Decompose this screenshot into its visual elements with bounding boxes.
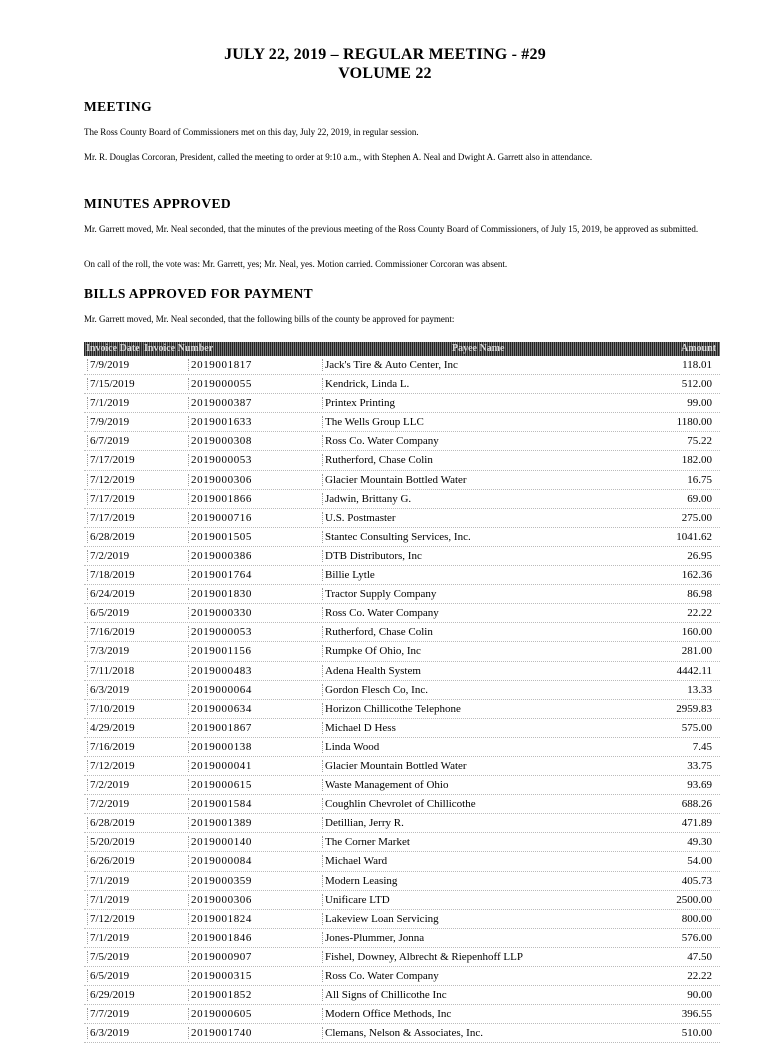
invoice-date-cell: 6/3/2019: [87, 1027, 190, 1039]
invoice-number-cell: 2019000386: [188, 550, 252, 562]
table-row: [84, 681, 720, 700]
invoice-number-cell: 2019000053: [188, 626, 252, 638]
amount-cell: 162.36: [681, 569, 712, 582]
invoice-number-cell: 2019000605: [188, 1008, 252, 1020]
table-row: [84, 986, 720, 1005]
amount-cell: 118.01: [682, 359, 712, 371]
invoice-date-cell: 7/11/2018: [87, 665, 190, 677]
table-body: [84, 356, 720, 1043]
payee-name-cell: Coughlin Chevrolet of Chillicothe: [322, 798, 476, 810]
payee-name-cell: Glacier Mountain Bottled Water: [322, 474, 467, 486]
amount-cell: 69.00: [687, 492, 712, 505]
amount-cell: 1180.00: [676, 416, 712, 429]
invoice-date-cell: 7/12/2019: [87, 913, 190, 925]
invoice-date-cell: 7/1/2019: [87, 932, 190, 944]
invoice-date-cell: 7/17/2019: [87, 454, 190, 466]
invoice-number-cell: 2019000315: [188, 970, 252, 982]
payee-name-cell: Waste Management of Ohio: [322, 779, 448, 791]
amount-cell: 22.22: [687, 970, 712, 982]
invoice-number-cell: 2019001584: [188, 798, 252, 810]
amount-cell: 2959.83: [676, 702, 712, 715]
invoice-number-cell: 2019000084: [188, 855, 252, 867]
payee-name-cell: Rutherford, Chase Colin: [322, 454, 433, 466]
amount-cell: 16.75: [687, 473, 712, 486]
invoice-date-cell: 7/7/2019: [87, 1008, 190, 1020]
invoice-date-cell: 6/5/2019: [87, 970, 190, 982]
invoice-date-cell: 6/26/2019: [87, 855, 190, 867]
table-row: [84, 471, 720, 490]
amount-cell: 93.69: [687, 779, 712, 792]
table-row: [84, 432, 720, 451]
amount-cell: 2500.00: [676, 893, 712, 906]
amount-cell: 1041.62: [676, 530, 712, 543]
bills-table: [84, 342, 720, 1043]
invoice-date-cell: 6/3/2019: [87, 684, 190, 696]
amount-cell: 33.75: [687, 759, 712, 772]
invoice-date-cell: 7/5/2019: [87, 951, 190, 963]
payee-name-cell: Stantec Consulting Services, Inc.: [322, 531, 471, 543]
table-row: [84, 738, 720, 757]
amount-cell: 90.00: [687, 989, 712, 1002]
amount-cell: 281.00: [681, 645, 712, 658]
invoice-date-cell: 6/7/2019: [87, 435, 190, 447]
volume-title: VOLUME 22: [338, 65, 432, 82]
amount-cell: 800.00: [681, 912, 712, 925]
amount-cell: 512.00: [681, 378, 712, 391]
payee-name-cell: Ross Co. Water Company: [322, 607, 439, 619]
amount-cell: 7.45: [692, 740, 712, 753]
amount-cell: 22.22: [687, 607, 712, 620]
invoice-number-cell: 2019001505: [188, 531, 252, 543]
payee-name-cell: Linda Wood: [322, 741, 379, 753]
invoice-number-cell: 2019000041: [188, 760, 252, 772]
invoice-date-cell: 7/9/2019: [87, 416, 190, 428]
table-row: [84, 642, 720, 661]
payee-name-cell: Glacier Mountain Bottled Water: [322, 760, 467, 772]
minutes-paragraph-2: On call of the roll, the vote was: Mr. Garrett, yes; Mr. Neal, yes. Motion carried. Commissioner Corcoran was absent.: [84, 259, 508, 269]
meeting-paragraph-1: The Ross County Board of Commissioners met on this day, July 22, 2019, in regular session.: [84, 127, 419, 137]
table-row: [84, 451, 720, 470]
table-row: [84, 891, 720, 910]
table-row: [84, 776, 720, 795]
payee-name-cell: Rumpke Of Ohio, Inc: [322, 645, 421, 657]
minutes-heading: MINUTES APPROVED: [84, 196, 232, 211]
invoice-date-cell: 7/2/2019: [87, 798, 190, 810]
table-row: [84, 375, 720, 394]
payee-name-cell: Rutherford, Chase Colin: [322, 626, 433, 638]
table-row: [84, 967, 720, 986]
invoice-date-cell: 4/29/2019: [87, 722, 190, 734]
bills-heading: BILLS APPROVED FOR PAYMENT: [84, 286, 314, 301]
table-row: [84, 490, 720, 509]
invoice-number-cell: 2019000306: [188, 474, 252, 486]
header-invoice-date: Invoice Date: [86, 343, 140, 354]
header-invoice-number: Invoice Number: [144, 343, 214, 354]
amount-cell: 396.55: [681, 1008, 712, 1021]
invoice-number-cell: 2019001824: [188, 913, 252, 925]
table-row: [84, 413, 720, 432]
amount-cell: 4442.11: [676, 664, 712, 677]
payee-name-cell: Unificare LTD: [322, 894, 390, 906]
invoice-number-cell: 2019000055: [188, 378, 252, 390]
invoice-date-cell: 7/17/2019: [87, 512, 190, 524]
payee-name-cell: All Signs of Chillicothe Inc: [322, 989, 447, 1001]
table-row: [84, 394, 720, 413]
invoice-date-cell: 6/24/2019: [87, 588, 190, 600]
invoice-number-cell: 2019001156: [188, 645, 252, 657]
payee-name-cell: Jack's Tire & Auto Center, Inc: [322, 359, 458, 371]
invoice-number-cell: 2019000387: [188, 397, 252, 409]
payee-name-cell: Clemans, Nelson & Associates, Inc.: [322, 1027, 483, 1039]
table-row: [84, 547, 720, 566]
invoice-number-cell: 2019000138: [188, 741, 252, 753]
amount-cell: 576.00: [681, 931, 712, 944]
payee-name-cell: Ross Co. Water Company: [322, 435, 439, 447]
bills-paragraph: Mr. Garrett moved, Mr. Neal seconded, that the following bills of the county be approved for payment:: [84, 314, 455, 324]
table-row: [84, 814, 720, 833]
payee-name-cell: DTB Distributors, Inc: [322, 550, 422, 562]
header-amount: Amount: [680, 343, 716, 354]
invoice-number-cell: 2019000615: [188, 779, 252, 791]
payee-name-cell: The Corner Market: [322, 836, 410, 848]
invoice-date-cell: 7/1/2019: [87, 875, 190, 887]
amount-cell: 54.00: [687, 855, 712, 868]
invoice-date-cell: 6/5/2019: [87, 607, 190, 619]
invoice-number-cell: 2019001764: [188, 569, 252, 581]
amount-cell: 99.00: [687, 397, 712, 410]
invoice-number-cell: 2019001633: [188, 416, 252, 428]
invoice-number-cell: 2019000308: [188, 435, 252, 447]
table-row: [84, 948, 720, 967]
amount-cell: 26.95: [687, 549, 712, 562]
invoice-number-cell: 2019001817: [188, 359, 252, 371]
amount-cell: 575.00: [681, 721, 712, 734]
table-row: [84, 757, 720, 776]
payee-name-cell: Fishel, Downey, Albrecht & Riepenhoff LLP: [322, 951, 523, 963]
payee-name-cell: Horizon Chillicothe Telephone: [322, 703, 461, 715]
amount-cell: 688.26: [681, 798, 712, 811]
payee-name-cell: Gordon Flesch Co, Inc.: [322, 684, 428, 696]
table-row: [84, 604, 720, 623]
table-row: [84, 910, 720, 929]
amount-cell: 13.33: [687, 683, 712, 696]
payee-name-cell: Michael Ward: [322, 855, 387, 867]
invoice-number-cell: 2019001866: [188, 493, 252, 505]
payee-name-cell: Billie Lytle: [322, 569, 375, 581]
invoice-date-cell: 7/3/2019: [87, 645, 190, 657]
invoice-date-cell: 7/16/2019: [87, 626, 190, 638]
amount-cell: 510.00: [681, 1027, 712, 1040]
payee-name-cell: Tractor Supply Company: [322, 588, 436, 600]
invoice-number-cell: 2019000483: [188, 665, 252, 677]
payee-name-cell: Modern Leasing: [322, 875, 397, 887]
invoice-number-cell: 2019000053: [188, 454, 252, 466]
invoice-date-cell: 7/12/2019: [87, 760, 190, 772]
invoice-number-cell: 2019001846: [188, 932, 252, 944]
payee-name-cell: Adena Health System: [322, 665, 421, 677]
invoice-date-cell: 7/2/2019: [87, 550, 190, 562]
invoice-date-cell: 7/12/2019: [87, 474, 190, 486]
payee-name-cell: U.S. Postmaster: [322, 512, 396, 524]
payee-name-cell: Kendrick, Linda L.: [322, 378, 409, 390]
amount-cell: 405.73: [681, 874, 712, 887]
table-row: [84, 623, 720, 642]
table-row: [84, 1024, 720, 1043]
invoice-number-cell: 2019000330: [188, 607, 252, 619]
payee-name-cell: Jones-Plummer, Jonna: [322, 932, 424, 944]
invoice-number-cell: 2019000359: [188, 875, 252, 887]
amount-cell: 86.98: [687, 588, 712, 601]
invoice-number-cell: 2019001852: [188, 989, 252, 1001]
invoice-date-cell: 7/16/2019: [87, 741, 190, 753]
table-row: [84, 833, 720, 852]
invoice-number-cell: 2019000140: [188, 836, 252, 848]
payee-name-cell: Detillian, Jerry R.: [322, 817, 404, 829]
table-row: [84, 509, 720, 528]
invoice-number-cell: 2019001389: [188, 817, 252, 829]
payee-name-cell: Printex Printing: [322, 397, 395, 409]
table-row: [84, 528, 720, 547]
amount-cell: 275.00: [681, 511, 712, 524]
invoice-date-cell: 7/2/2019: [87, 779, 190, 791]
payee-name-cell: Ross Co. Water Company: [322, 970, 439, 982]
invoice-date-cell: 7/1/2019: [87, 397, 190, 409]
invoice-number-cell: 2019000634: [188, 703, 252, 715]
amount-cell: 160.00: [681, 626, 712, 639]
payee-name-cell: Lakeview Loan Servicing: [322, 913, 439, 925]
payee-name-cell: The Wells Group LLC: [322, 416, 424, 428]
invoice-date-cell: 7/1/2019: [87, 894, 190, 906]
invoice-date-cell: 5/20/2019: [87, 836, 190, 848]
invoice-number-cell: 2019001830: [188, 588, 252, 600]
minutes-paragraph-1: Mr. Garrett moved, Mr. Neal seconded, that the minutes of the previous meeting of the Ross County Board of Commissioners, of July 15, 2019, be approved as submitted.: [84, 224, 699, 234]
invoice-number-cell: 2019000907: [188, 951, 252, 963]
payee-name-cell: Michael D Hess: [322, 722, 396, 734]
table-row: [84, 356, 720, 375]
header-payee-name: Payee Name: [452, 343, 505, 354]
table-row: [84, 585, 720, 604]
table-header: [84, 342, 720, 356]
table-row: [84, 795, 720, 814]
amount-cell: 471.89: [681, 817, 712, 830]
invoice-number-cell: 2019001867: [188, 722, 252, 734]
amount-cell: 182.00: [681, 454, 712, 467]
table-row: [84, 1005, 720, 1024]
table-row: [84, 929, 720, 948]
amount-cell: 49.30: [687, 836, 712, 849]
table-row: [84, 566, 720, 585]
table-row: [84, 852, 720, 871]
document-title: JULY 22, 2019 – REGULAR MEETING - #29: [224, 46, 546, 63]
table-row: [84, 719, 720, 738]
meeting-heading: MEETING: [84, 99, 153, 114]
invoice-date-cell: 7/17/2019: [87, 493, 190, 505]
table-row: [84, 872, 720, 891]
payee-name-cell: Modern Office Methods, Inc: [322, 1008, 451, 1020]
table-row: [84, 700, 720, 719]
amount-cell: 75.22: [687, 435, 712, 448]
invoice-date-cell: 7/18/2019: [87, 569, 190, 581]
invoice-number-cell: 2019000716: [188, 512, 252, 524]
invoice-date-cell: 6/28/2019: [87, 817, 190, 829]
invoice-date-cell: 7/10/2019: [87, 703, 190, 715]
invoice-number-cell: 2019000306: [188, 894, 252, 906]
payee-name-cell: Jadwin, Brittany G.: [322, 493, 411, 505]
amount-cell: 47.50: [687, 950, 712, 963]
invoice-date-cell: 6/28/2019: [87, 531, 190, 543]
invoice-date-cell: 7/15/2019: [87, 378, 190, 390]
meeting-paragraph-2: Mr. R. Douglas Corcoran, President, called the meeting to order at 9:10 a.m., with Stephen A. Neal and Dwight A. Garrett also in attendance.: [84, 152, 593, 162]
table-row: [84, 662, 720, 681]
invoice-number-cell: 2019000064: [188, 684, 252, 696]
invoice-date-cell: 7/9/2019: [87, 359, 190, 371]
invoice-number-cell: 2019001740: [188, 1027, 252, 1039]
invoice-date-cell: 6/29/2019: [87, 989, 190, 1001]
